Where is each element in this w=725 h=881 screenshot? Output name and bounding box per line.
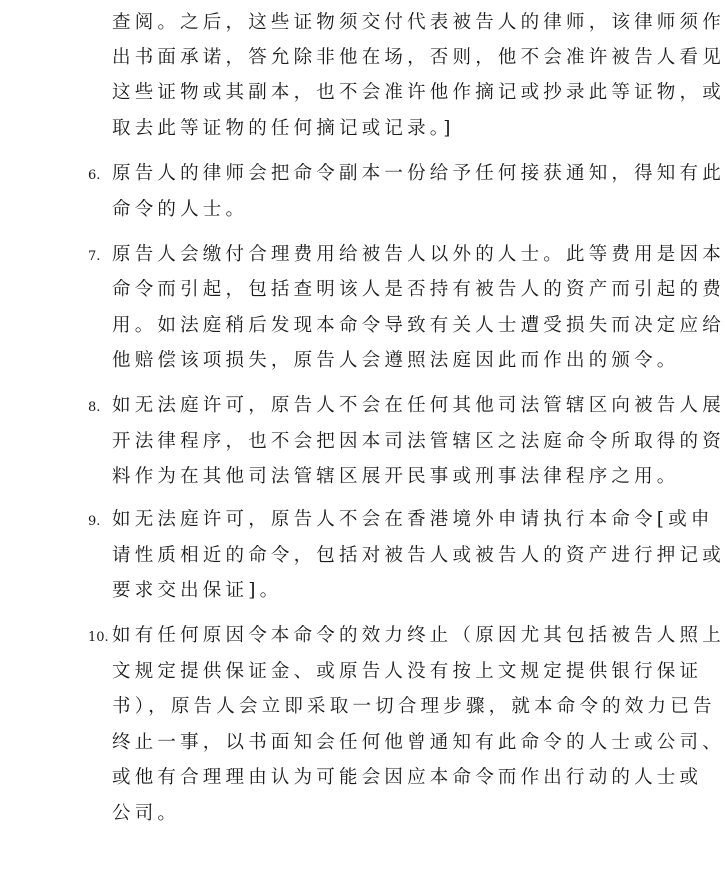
- clause-line: 如无法庭许可，原告人不会在任何其他司法管辖区向被告人展: [112, 395, 725, 416]
- clause-line: 如无法庭许可，原告人不会在香港境外申请执行本命令[或申: [112, 509, 714, 530]
- clause-line: 要求交出保证]。: [112, 580, 283, 601]
- continuation-line: 这些证物或其副本，也不会准许他作摘记或抄录此等证物，或: [112, 82, 725, 103]
- clause-line: 原告人的律师会把命令副本一份给予任何接获通知，得知有此: [112, 163, 725, 184]
- clause-line: 原告人会缴付合理费用给被告人以外的人士。此等费用是因本: [112, 244, 725, 265]
- clause-line: 终止一事，以书面知会任何他曾通知有此命令的人士或公司、: [112, 732, 725, 753]
- clause-line: 文规定提供保证金、或原告人没有按上文规定提供银行保证: [112, 661, 703, 682]
- clause-number: 7.: [88, 249, 101, 264]
- clause-line: 请性质相近的命令，包括对被告人或被告人的资产进行押记或: [112, 545, 725, 566]
- clause-line: 书），原告人会立即采取一切合理步骤，就本命令的效力已告: [112, 696, 716, 717]
- clause-line: 如有任何原因令本命令的效力终止（原因尤其包括被告人照上: [112, 625, 725, 646]
- clause-line: 用。如法庭稍后发现本命令导致有关人士遭受损失而决定应给: [112, 315, 725, 336]
- clause-number: 10.: [88, 630, 109, 645]
- clause-line: 料作为在其他司法管辖区展开民事或刑事法律程序之用。: [112, 466, 680, 487]
- clause-line: 命令的人士。: [112, 199, 249, 220]
- clause-number: 6.: [88, 168, 101, 183]
- clause-line: 命令而引起，包括查明该人是否持有被告人的资产而引起的费: [112, 279, 725, 300]
- clause-line: 或他有合理理由认为可能会因应本命令而作出行动的人士或: [112, 767, 703, 788]
- clause-number: 8.: [88, 400, 101, 415]
- clause-line: 开法律程序，也不会把因本司法管辖区之法庭命令所取得的资: [112, 431, 725, 452]
- continuation-line: 取去此等证物的任何摘记或记录。]: [112, 118, 455, 139]
- clause-number: 9.: [88, 514, 101, 529]
- clause-line: 公司。: [112, 803, 181, 824]
- continuation-line: 查阅。之后，这些证物须交付代表被告人的律师，该律师须作: [112, 12, 725, 33]
- clause-line: 他赔偿该项损失，原告人会遵照法庭因此而作出的颁令。: [112, 350, 680, 371]
- continuation-line: 出书面承诺，答允除非他在场，否则，他不会准许被告人看见: [112, 47, 725, 68]
